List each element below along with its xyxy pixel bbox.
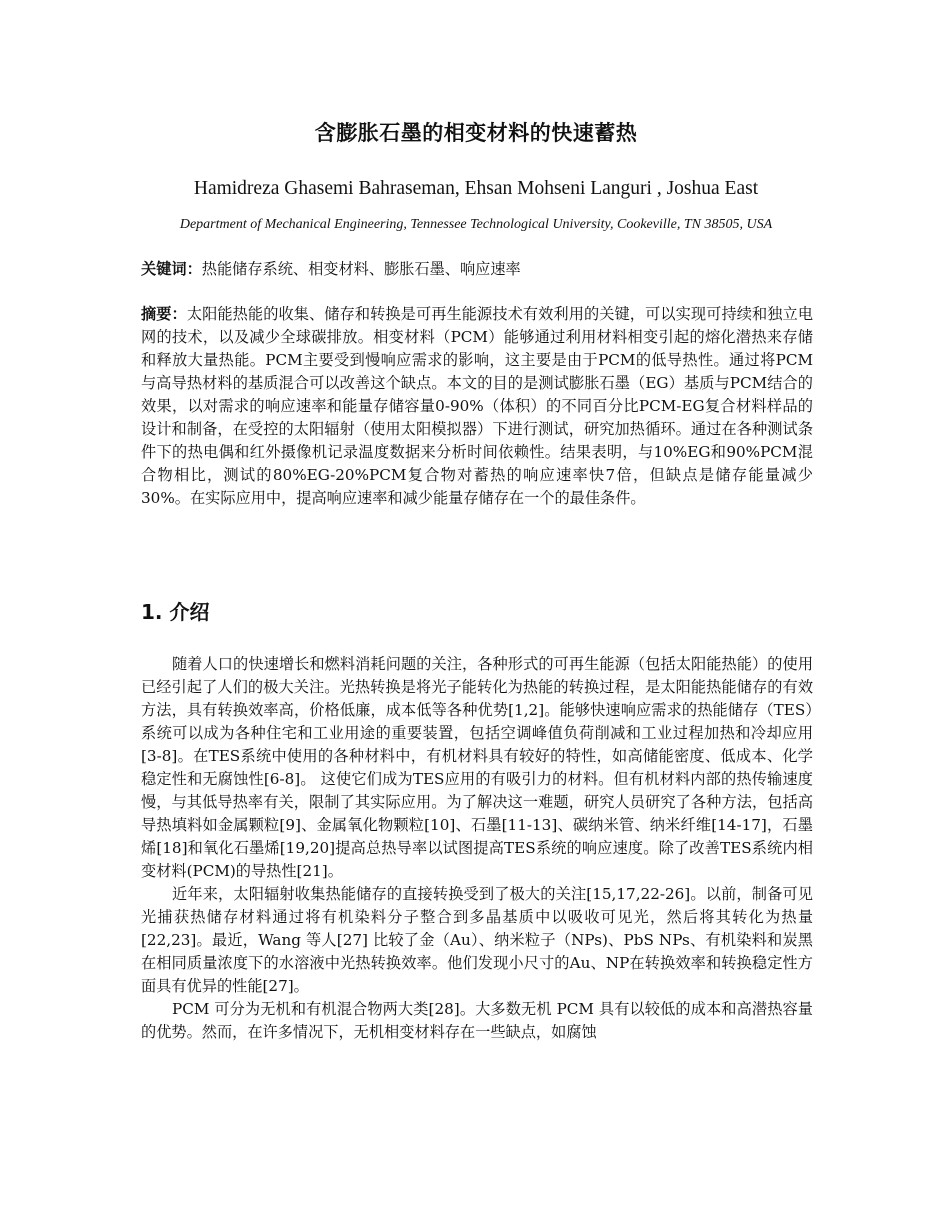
paper-title: 含膨胀石墨的相变材料的快速蓄热 xyxy=(314,121,638,145)
body-paragraph: 近年来，太阳辐射收集热能储存的直接转换受到了极大的关注[15,17,22-26]。以前，制备可见光捕获热储存材料通过将有机染料分子整合到多晶基质中以吸收可见光，然后将其转化为热量[22,23]。最近，Wang 等人[27] 比较了金（Au）、纳米粒子（NPs)、PbS NPs、有机染料和炭黑在相同质量浓度下的水溶液中光热转换效率。他们发现小尺寸的Au、NP在转换效率和转换稳定性方面具有优异的性能[27]。 xyxy=(141,885,813,995)
section-heading-introduction: 1. 介绍 xyxy=(141,600,210,624)
abstract-label: 摘要： xyxy=(141,305,187,323)
body-paragraph: 随着人口的快速增长和燃料消耗问题的关注，各种形式的可再生能源（包括太阳能热能）的使用已经引起了人们的极大关注。光热转换是将光子能转化为热能的转换过程，是太阳能热能储存的有效方法，具有转换效率高，价格低廉，成本低等各种优势[1,2]。能够快速响应需求的热能储存（TES）系统可以成为各种住宅和工业用途的重要装置，包括空调峰值负荷削减和工业过程加热和冷却应用[3-8]。在TES系统中使用的各种材料中，有机材料具有较好的特性，如高储能密度、低成本、化学稳定性和无腐蚀性[6-8]。 这使它们成为TES应用的有吸引力的材料。但有机材料内部的热传输速度慢，与其低导热率有关，限制了其实际应用。为了解决这一难题，研究人员研究了各种方法，包括高导热填料如金属颗粒[9]、金属氧化物颗粒[10]、石墨[11-13]、碳纳米管、纳米纤维[14-17]，石墨烯[18]和氧化石墨烯[19,20]提高总热导率以试图提高TES系统的响应速度。除了改善TES系统内相变材料(PCM)的导热性[21]。 xyxy=(141,655,813,880)
keywords xyxy=(141,258,813,281)
abstract xyxy=(141,303,813,510)
author-list: Hamidreza Ghasemi Bahraseman, Ehsan Mohseni Languri , Joshua East xyxy=(193,178,759,199)
abstract-text: 太阳能热能的收集、储存和转换是可再生能源技术有效利用的关键，可以实现可持续和独立电网的技术，以及减少全球碳排放。相变材料（PCM）能够通过利用材料相变引起的熔化潜热来存储和释放大量热能。PCM主要受到慢响应需求的影响，这主要是由于PCM的低导热性。通过将PCM与高导热材料的基质混合可以改善这个缺点。本文的目的是测试膨胀石墨（EG）基质与PCM结合的效果，以对需求的响应速率和能量存储容量0-90%（体积）的不同百分比PCM-EG复合材料样品的设计和制备，在受控的太阳辐射（使用太阳模拟器）下进行测试，研究加热循环。通过在各种测试条件下的热电偶和红外摄像机记录温度数据来分析时间依赖性。结果表明，与10%EG和90%PCM混合物相比，测试的80%EG-20%PCM复合物对蓄热的响应速率快7倍，但缺点是储存能量减少30%。在实际应用中，提高响应速率和减少能量存储存在一个的最佳条件。 xyxy=(141,305,814,507)
affiliation: Department of Mechanical Engineering, Tennessee Technological University, Cookeville, TN 38505, USA xyxy=(179,217,773,232)
body-paragraph: PCM 可分为无机和有机混合物两大类[28]。大多数无机 PCM 具有以较低的成本和高潜热容量的优势。然而，在许多情况下，无机相变材料存在一些缺点，如腐蚀 xyxy=(141,1000,813,1041)
keywords-label: 关键词： xyxy=(141,260,202,278)
introduction-body xyxy=(141,653,813,1044)
keywords-text: 热能储存系统、相变材料、膨胀石墨、响应速率 xyxy=(201,260,521,278)
